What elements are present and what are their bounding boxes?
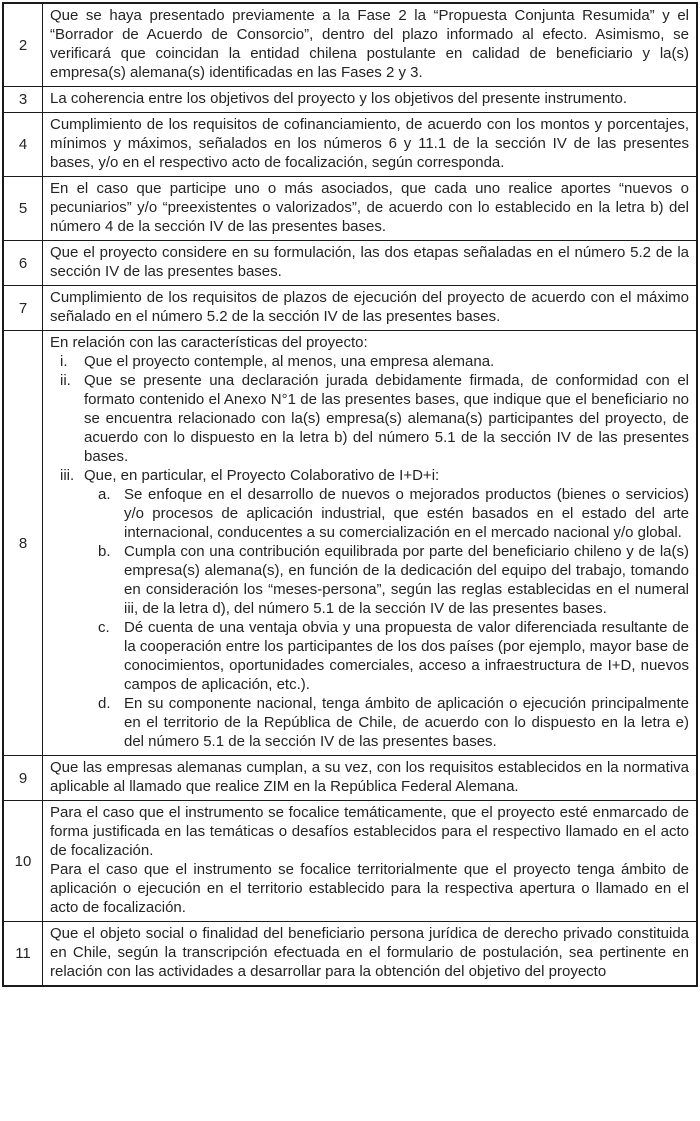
row-number: 6 <box>3 241 43 286</box>
row-number: 10 <box>3 801 43 922</box>
requirement-paragraph: En el caso que participe uno o más asociados, que cada uno realice aportes “nuevos o pecuniarios” y/o “preexistentes o valorizados”, de acuerdo con lo establecido en la letra b) del número 4 de la sección IV de las presentes bases. <box>50 180 689 235</box>
requirement-paragraph: Que el proyecto considere en su formulación, las dos etapas señaladas en el número 5.2 de la sección IV de las presentes bases. <box>50 244 689 280</box>
table-row <box>3 756 697 801</box>
requirements-table-body <box>3 3 697 986</box>
list-item-label: b. <box>98 543 111 560</box>
list-item-text: Que se presente una declaración jurada debidamente firmada, de conformidad con el formato contenido el Anexo N°1 de las presentes bases, que indique que el beneficiario no se encuentra relacionado con la(s) empresa(s) alemana(s) participantes del proyecto, de acuerdo con lo dispuesto en la letra b) del número 5.1 de la sección IV de las presentes bases. <box>84 372 689 465</box>
list-item <box>50 371 689 466</box>
row-number: 5 <box>3 177 43 241</box>
table-row <box>3 177 697 241</box>
list-item <box>50 466 689 485</box>
row-number: 7 <box>3 286 43 331</box>
list-item <box>50 694 689 751</box>
requirement-cell <box>43 801 698 922</box>
list-item-label: c. <box>98 619 110 636</box>
table-row <box>3 922 697 987</box>
requirement-cell <box>43 177 698 241</box>
requirement-paragraph: Cumplimiento de los requisitos de plazos de ejecución del proyecto de acuerdo con el máximo señalado en el número 5.2 de la sección IV de las presentes bases. <box>50 289 689 325</box>
list-item <box>50 618 689 694</box>
row-number: 2 <box>3 3 43 87</box>
requirement-paragraph: Que se haya presentado previamente a la Fase 2 la “Propuesta Conjunta Resumida” y el “Borrador de Acuerdo de Consorcio”, dentro del plazo informado al efecto. Asimismo, se verificará que coincidan la entidad chilena postulante en calidad de beneficiario y la(s) empresa(s) alemana(s) identificadas en las Fases 2 y 3. <box>50 7 689 81</box>
requirements-table <box>2 2 698 987</box>
list-item <box>50 485 689 542</box>
table-row <box>3 286 697 331</box>
list-item-label: i. <box>60 353 68 370</box>
row-number: 3 <box>3 87 43 113</box>
requirement-paragraph: La coherencia entre los objetivos del proyecto y los objetivos del presente instrumento. <box>50 90 627 107</box>
requirement-paragraph: Que las empresas alemanas cumplan, a su vez, con los requisitos establecidos en la normativa aplicable al llamado que realice ZIM en la República Federal Alemana. <box>50 759 689 795</box>
requirement-cell <box>43 286 698 331</box>
list-item-label: ii. <box>60 372 71 389</box>
requirement-paragraph: Para el caso que el instrumento se focalice temáticamente, que el proyecto esté enmarcado de forma justificada en las temáticas o desafíos establecidos para el respectivo llamado en el acto de focalización. <box>50 804 689 859</box>
requirement-cell <box>43 922 698 987</box>
table-row <box>3 113 697 177</box>
requirement-paragraph: Para el caso que el instrumento se focalice territorialmente que el proyecto tenga ámbito de aplicación o ejecución en el territorio establecido para la respectiva apertura o llamado en el acto de focalización. <box>50 861 689 916</box>
requirement-cell <box>43 113 698 177</box>
row-number: 8 <box>3 331 43 756</box>
row-number: 4 <box>3 113 43 177</box>
list-item-text: Dé cuenta de una ventaja obvia y una propuesta de valor diferenciada resultante de la cooperación entre los participantes de los dos países (por ejemplo, mayor base de conocimientos, oportunidades comerciales, acceso a infraestructura de I+D, nuevos campos de aplicación, etc.). <box>124 619 689 693</box>
requirement-cell <box>43 241 698 286</box>
requirement-cell <box>43 3 698 87</box>
table-row <box>3 241 697 286</box>
requirement-cell <box>43 87 698 113</box>
list-item-text: Cumpla con una contribución equilibrada por parte del beneficiario chileno y de la(s) empresa(s) alemana(s), en función de la dedicación del equipo del trabajo, tomando en consideración los “meses-persona”, según las reglas establecidas en el numeral iii, de la letra d), del número 5.1 de la sección IV de las presentes bases. <box>124 543 689 617</box>
list-item-label: a. <box>98 486 111 503</box>
row-number: 9 <box>3 756 43 801</box>
row-number: 11 <box>3 922 43 987</box>
list-item-text: Se enfoque en el desarrollo de nuevos o mejorados productos (bienes o servicios) y/o procesos de aplicación industrial, que estén basados en el estado del arte internacional, conducentes a su comercialización en el mercado nacional y/o global. <box>124 486 689 541</box>
list-item <box>50 352 689 371</box>
table-row <box>3 801 697 922</box>
list-item-text: Que el proyecto contemple, al menos, una empresa alemana. <box>84 353 495 370</box>
table-row <box>3 87 697 113</box>
table-row <box>3 331 697 756</box>
list-item-text: En su componente nacional, tenga ámbito de aplicación o ejecución principalmente en el territorio de la República de Chile, de acuerdo con lo dispuesto en la letra e) del número 5.1 de la sección IV de las presentes bases. <box>124 695 689 750</box>
requirement-cell <box>43 756 698 801</box>
list-item-label: d. <box>98 695 111 712</box>
list-item-text: Que, en particular, el Proyecto Colaborativo de I+D+i: <box>84 467 440 484</box>
requirement-cell <box>43 331 698 756</box>
requirement-paragraph: En relación con las características del proyecto: <box>50 334 368 351</box>
list-item-label: iii. <box>60 467 75 484</box>
requirement-paragraph: Que el objeto social o finalidad del beneficiario persona jurídica de derecho privado constituida en Chile, según la transcripción efectuada en el formulario de postulación, sea pertinente en relación con las actividades a desarrollar para la obtención del objetivo del proyecto <box>50 925 689 980</box>
table-row <box>3 3 697 87</box>
requirement-paragraph: Cumplimiento de los requisitos de cofinanciamiento, de acuerdo con los montos y porcentajes, mínimos y máximos, señalados en los números 6 y 11.1 de la sección IV de las presentes bases, y/o en el respectivo acto de focalización, según corresponda. <box>50 116 689 171</box>
list-item <box>50 542 689 618</box>
